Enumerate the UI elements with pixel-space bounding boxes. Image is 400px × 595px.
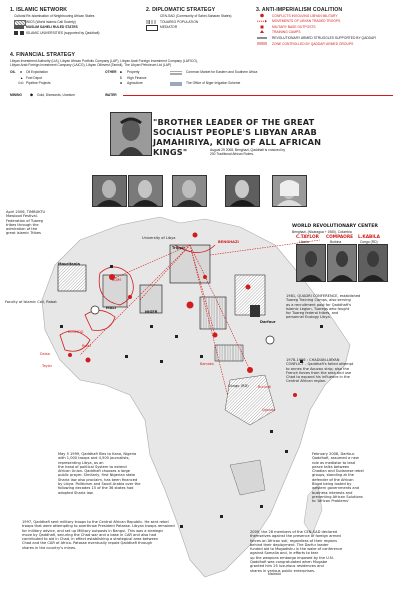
map-label-bamako: Bamako [200, 362, 214, 366]
conflict-marker [68, 353, 72, 357]
map-label-taylor: Taylor [42, 364, 53, 368]
compaore-photo [327, 244, 357, 282]
property-icon: ■ [120, 70, 122, 74]
quote-line-1: "BROTHER LEADER OF THE GREAT [153, 117, 315, 127]
legend-anti-item: MILITARY BASE OUTPOSTS [272, 24, 316, 29]
wrc-title: WORLD REVOLUTIONARY CENTER [292, 224, 378, 229]
legend-anti-item: CONFLICTS INVOLVING LIBYAN MILITARY [272, 13, 338, 18]
mediator-swatch [146, 25, 158, 31]
other-note: The Office of Niger Irrigation Scheme [186, 81, 241, 85]
mining-icon: ⬟ [30, 93, 33, 97]
other-item: Property [127, 70, 140, 74]
leader-name: L.KABILA [358, 235, 380, 240]
water-line [123, 95, 393, 96]
map-label-ecomog: ECOMOG [68, 330, 84, 334]
car-region [215, 345, 243, 361]
legend-anti-item: TRAINING CAMPS [272, 30, 301, 34]
map-label-mauritania: Mauritania [58, 262, 80, 266]
legend-diplomatic-item: MEDIATOR [160, 25, 178, 29]
property-marker [220, 515, 223, 518]
mediator-marker [91, 306, 99, 314]
map-label-nairobi: Nairobi [268, 572, 281, 576]
university-icon [20, 31, 24, 35]
saheli-swatch [14, 25, 24, 29]
map-label-benghazi: BENGHAZI [218, 240, 239, 244]
leader-name: COMPAORE [326, 235, 354, 240]
agriculture-icon: ♣ [120, 81, 123, 85]
leader-photo [128, 175, 163, 207]
map-label-rufar: Rufar [82, 344, 92, 348]
annotation-may2005: May 5 1999, Qaddhafi flies to Kano, Nigeria with 1,000 troops and 4,500 journalists, representing Libya, as an the head of political System to extend African Union. Qaddhafi chooses a large public prayer. Similarly, first Nigerian state Sharia law also proclaim, has been financed by Libya. Politicism and Saudi Arabia over the following decades 15 of the 36 states had adopted Sharia law. [58, 452, 141, 495]
map-label-niger: NIGER [145, 310, 158, 314]
conflict-marker [246, 285, 251, 290]
conflict-marker [86, 358, 91, 363]
leader-place: Liberia [299, 240, 309, 244]
other-note: Common Market for Eastern and Southern Africa [186, 70, 258, 74]
darfour-zone [250, 305, 260, 317]
mining-label: MINING [10, 93, 22, 97]
conflict-marker [128, 295, 132, 299]
legend-islamic-item: ISLAMIC UNIVERSITIES (supported by Qaddhafi) [26, 30, 100, 35]
quote-line-2: SOCIALIST PEOPLE'S LIBYAN ARAB [153, 127, 317, 137]
leader-place: Congo (RD) [360, 240, 378, 244]
legend-diplomatic-item: TOUAREG POPULATION [160, 19, 199, 24]
map-label-faculty: Faculty of Islamic Call, Rabat [5, 300, 57, 304]
leader-photo [92, 175, 127, 207]
annotation-2009: 2009, the 28 members of the CEN-SAD declared themselves against the presence of foreign armed forces on African soil, regardless of their regions behind their deployment. The Darfur leader funded aid to Mogadishu in the wake of conference against Somalia and, in efforts to tear up the weapons embargo imposed by the U.N. Qaddhafi was congratulated when Mugabe granted him 25 luxurious residences and shares in various public enterprises. [250, 530, 343, 573]
training-camp-icon [260, 30, 264, 33]
annotation-chad: 1978-1986 : CHADIAN-LIBYAN CONFLICT - Qaddhafi's failed attempt to annex the Aouzou strip; also the French forces from the area and use Chad to expand his influence in the Central African region. [286, 358, 354, 384]
quote-line-3: JAMAHIRIYA, KING OF ALL AFRICAN [153, 137, 322, 147]
oil-item: Pipeline Projects [26, 81, 51, 85]
legend-islamic-item: MUSLIM SAHELI RULED STATES [26, 25, 78, 29]
conflict-marker [293, 393, 297, 397]
leader-place: Burkina [330, 240, 342, 244]
map-label-mali: MALI [106, 306, 116, 310]
map-label-darfour: Darfour [260, 320, 276, 324]
mauritania-region [58, 265, 86, 291]
map-label-uganda: Uganda [262, 408, 276, 412]
taylor-photo [296, 244, 326, 282]
legend-financial-title: 4. FINANCIAL STRATEGY [10, 52, 76, 58]
legend-islamic-item: WICS (World Islamic Call Society) [26, 19, 76, 24]
conflict-marker [203, 275, 207, 279]
quote-caption: August 29 2008, Benghazi, Qaddhafi is crowned by 200 Traditional African Rulers. [210, 148, 285, 156]
pipeline-icon: ⊙⊙ [18, 81, 24, 85]
property-marker [150, 325, 153, 328]
map-label-congo: Congo (RD) [228, 384, 249, 388]
qaddafi-portrait [110, 112, 152, 156]
annotation-mobilization: 1981, QUADRI CONFERENCE, established Tuareg Training Camps, also serving as a recruitment pool for Qaddhafi's Islamic Legion, Tuaregs who fought for Tuareg federal tribes, and personnel Ecology Libya. [286, 294, 361, 320]
oil-item: Oil Exploitation [26, 70, 48, 74]
annotation-feb2008: February 2008, Darfour. Qaddhafi, assumed a new role as mediator to lead peace talks between Chadian and Sudanese rebel groups, standing at the defender of the African Blood being looted by western governments and business interests and preventing African Solutions to 'African Problems' [312, 452, 364, 504]
conflict-icon [260, 14, 264, 18]
finance-icon: $ [120, 75, 122, 80]
leader-photo [225, 175, 260, 207]
other-item: Agriculture [127, 81, 143, 85]
property-marker [125, 355, 128, 358]
controlled-zone-icon [257, 42, 267, 45]
oil-label: OIL [10, 70, 16, 74]
annotation-1997: 1997, Qaddhafi sent military troops to the Central African Republic. He sent rebel troops that were attempting to overthrow President Patasse. Libyan troops remained for military advice, and set up Military outposts in Bangui. This was a strategic move by Qaddhafi, securing the Chad war and a base in CAR and also had contributed to aid in Chad, in effect establishing a strategical area between Chad and the CAR of Africa. Patasse eventually repaid Qaddhafi through shares in the country's mines. [22, 520, 175, 550]
niger-office-swatch [170, 82, 182, 86]
map-label-burundi: Burundi [258, 385, 272, 389]
property-marker [200, 355, 203, 358]
legend-diplomatic-item: CEN-SAD (Community of Sahel-Saharan States) [160, 14, 232, 18]
legend-islamic-subtitle: Cultural Re-Islamisation of Neighbouring African States [14, 14, 95, 18]
wrc-sub: Benghazi, (Nicaragua + 1980), Columbia [292, 229, 352, 234]
property-marker [110, 265, 113, 268]
comesa-swatch [170, 71, 182, 75]
legend-diplomatic-title: 2. DIPLOMATIC STRATEGY [146, 7, 216, 13]
mediator-marker [266, 336, 274, 344]
anti-legend-symbols [256, 13, 270, 49]
conflict-marker [193, 233, 198, 238]
leader-name: C.TAYLOR [296, 235, 319, 240]
legend-anti-item: MOVEMENTS OF LIBYAN TRADED TROOPS [272, 19, 341, 23]
other-label: OTHER [105, 70, 117, 74]
other-item: High Finance [127, 75, 147, 80]
oil-item: Fuel Depot [26, 75, 43, 80]
kabila-photo [358, 244, 388, 282]
conflict-marker [187, 302, 194, 309]
portrait-illustration [111, 113, 151, 155]
leader-photo [172, 175, 207, 207]
legend-financial-description: Libyan Investment Authority (LIA), Libyan African Portfolio Company (LAP), Libyan Arab Foreign Investment Company (LAFICO), Libyan Arab Foreign Investment Company (LAICO), Libyan Oilinvest (Tamoil), The Libyan Petroleum Ltd (LAP) [10, 58, 198, 67]
quote-line-4: KINGS" [153, 147, 188, 157]
annotation-timbuktu: April 2006, TIMBUKTU Mawlood Festival. Federation of Tuareg tribes through the admiration of the great Islamic Tribes [6, 210, 46, 236]
university-icon [14, 31, 18, 35]
niger-region [140, 285, 162, 313]
map-label-daloa: Daloa [40, 352, 50, 356]
legend-islamic-title: 1. ISLAMIC NETWORK [10, 7, 68, 13]
property-marker [60, 325, 63, 328]
property-marker [285, 450, 288, 453]
map-label-university: University of Libya [142, 236, 176, 240]
legend-anti-title: 3. ANTI-IMPERIALISM COALITION [256, 7, 343, 13]
property-marker [160, 360, 163, 363]
property-marker [260, 505, 263, 508]
fuel-depot-icon: ▲ [20, 75, 24, 80]
map-label-aqim: AQIM [112, 278, 121, 282]
property-marker [175, 335, 178, 338]
legend-anti-item: REVOLUTIONARY ARMED STRUGGLES SUPPORTED BY QADDAFI [272, 36, 377, 40]
map-label-tripoli: Tripoli [172, 246, 185, 250]
oil-icon: ◘ [20, 70, 22, 74]
property-marker [270, 430, 273, 433]
legend-anti-item: ZONE CONTROLLED BY QADDAFI ARMED GROUPS [272, 42, 354, 46]
base-icon [261, 26, 264, 29]
property-marker [320, 325, 323, 328]
water-label: WATER [105, 93, 117, 97]
mining-text: Gold, Diamonds, Uranium [37, 93, 75, 97]
touareg-swatch [146, 20, 156, 24]
leader-photo [272, 175, 307, 207]
